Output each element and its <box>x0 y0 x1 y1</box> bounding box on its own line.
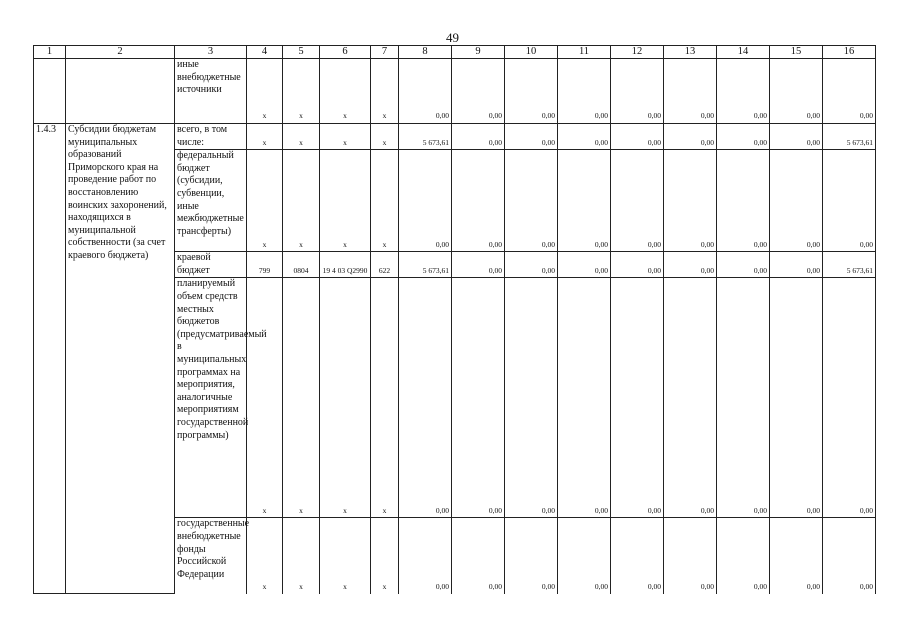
table-cell: 0,00 <box>717 278 770 518</box>
table-cell: 0,00 <box>611 252 664 278</box>
col-header: 5 <box>283 46 320 59</box>
table-cell: 0,00 <box>717 252 770 278</box>
table-cell: 0,00 <box>664 59 717 124</box>
table-cell: 0,00 <box>823 518 876 594</box>
table-cell: 0,00 <box>770 59 823 124</box>
table-cell: 0,00 <box>611 150 664 252</box>
col-header: 7 <box>371 46 399 59</box>
table-cell: x <box>320 150 371 252</box>
item-name: Субсидии бюджетам муниципальных образований Приморского края на проведение работ по восстановлению воинских захоронений, находящихся в муниципальной собственности (за счет краевого бюджета) <box>66 124 175 594</box>
table-cell: x <box>371 59 399 124</box>
table-cell: 0,00 <box>717 150 770 252</box>
table-cell: 0,00 <box>770 124 823 150</box>
table-cell: 0,00 <box>558 252 611 278</box>
table-cell: x <box>283 124 320 150</box>
table-cell: 0,00 <box>664 518 717 594</box>
table-cell: 0,00 <box>452 252 505 278</box>
table-cell: 0,00 <box>611 124 664 150</box>
table-cell: x <box>371 150 399 252</box>
table-cell: 0,00 <box>664 124 717 150</box>
table-cell: 0,00 <box>717 59 770 124</box>
table-cell: 0,00 <box>399 150 452 252</box>
table-cell: 5 673,61 <box>399 124 452 150</box>
table-cell: 0,00 <box>452 150 505 252</box>
table-cell: 0,00 <box>664 278 717 518</box>
col-header: 11 <box>558 46 611 59</box>
funding-source: федеральный бюджет (субсидии, субвенции, иные межбюджетные трансферты) <box>175 150 247 252</box>
table-cell: 0804 <box>283 252 320 278</box>
table-cell: 0,00 <box>823 59 876 124</box>
col-header: 16 <box>823 46 876 59</box>
table-cell: 0,00 <box>770 278 823 518</box>
table-cell: x <box>283 278 320 518</box>
funding-source: иные внебюджетные источники <box>175 59 247 124</box>
table-cell: 0,00 <box>399 278 452 518</box>
col-header: 12 <box>611 46 664 59</box>
table-cell: 0,00 <box>770 150 823 252</box>
table-cell: x <box>371 518 399 594</box>
item-name-cell <box>66 59 175 124</box>
table-cell: 0,00 <box>505 124 558 150</box>
table-cell: 622 <box>371 252 399 278</box>
table-cell: 0,00 <box>611 59 664 124</box>
table-cell: 0,00 <box>505 59 558 124</box>
table-cell: 0,00 <box>611 278 664 518</box>
table-row <box>34 59 876 124</box>
table-cell: 0,00 <box>505 252 558 278</box>
funding-source: всего, в том числе: <box>175 124 247 150</box>
table-cell: 0,00 <box>452 124 505 150</box>
table-cell: 799 <box>247 252 283 278</box>
table-cell: x <box>247 150 283 252</box>
table-cell: x <box>371 278 399 518</box>
table-cell: x <box>247 278 283 518</box>
table-cell: x <box>247 518 283 594</box>
col-header: 1 <box>34 46 66 59</box>
table-cell: 5 673,61 <box>823 252 876 278</box>
table-cell: x <box>283 518 320 594</box>
table-cell: 5 673,61 <box>399 252 452 278</box>
table-cell: 0,00 <box>505 150 558 252</box>
col-header: 13 <box>664 46 717 59</box>
col-header: 6 <box>320 46 371 59</box>
table-cell: x <box>320 278 371 518</box>
table-cell: 0,00 <box>558 124 611 150</box>
table-cell: 0,00 <box>770 518 823 594</box>
table-cell: 0,00 <box>770 252 823 278</box>
table-cell: x <box>320 59 371 124</box>
table-cell: x <box>371 124 399 150</box>
item-number: 1.4.3 <box>34 124 66 594</box>
table-cell: x <box>283 150 320 252</box>
table-cell: 0,00 <box>452 518 505 594</box>
table-cell: 5 673,61 <box>823 124 876 150</box>
table-cell: 0,00 <box>558 518 611 594</box>
table-row <box>34 124 876 150</box>
table-cell: x <box>247 59 283 124</box>
table-cell: 0,00 <box>399 518 452 594</box>
table-cell: 0,00 <box>558 150 611 252</box>
item-number-cell <box>34 59 66 124</box>
table-cell: 0,00 <box>452 59 505 124</box>
col-header: 14 <box>717 46 770 59</box>
table-cell: 0,00 <box>664 252 717 278</box>
table-cell: 0,00 <box>823 150 876 252</box>
table-cell: 0,00 <box>505 518 558 594</box>
table-cell: 19 4 03 Q2990 <box>320 252 371 278</box>
table-cell: 0,00 <box>717 518 770 594</box>
table-cell: x <box>320 124 371 150</box>
table-cell: 0,00 <box>611 518 664 594</box>
table-cell: 0,00 <box>664 150 717 252</box>
table-cell: x <box>247 124 283 150</box>
page-number: 49 <box>446 30 459 45</box>
table-cell: 0,00 <box>558 278 611 518</box>
funding-source: государственные внебюджетные фонды Российской Федерации <box>175 518 247 594</box>
table-cell: 0,00 <box>399 59 452 124</box>
col-header: 15 <box>770 46 823 59</box>
funding-source: планируемый объем средств местных бюджетов (предусматриваемый в муниципальных программах на мероприятия, аналогичные мероприятиям государственной программы) <box>175 278 247 518</box>
col-header: 4 <box>247 46 283 59</box>
column-number-row <box>34 46 876 59</box>
table-cell: 0,00 <box>823 278 876 518</box>
table-cell: 0,00 <box>717 124 770 150</box>
funding-source: краевой бюджет <box>175 252 247 278</box>
col-header: 2 <box>66 46 175 59</box>
col-header: 8 <box>399 46 452 59</box>
col-header: 9 <box>452 46 505 59</box>
table-cell: 0,00 <box>558 59 611 124</box>
budget-table <box>33 45 876 594</box>
table-cell: x <box>320 518 371 594</box>
col-header: 10 <box>505 46 558 59</box>
table-cell: 0,00 <box>505 278 558 518</box>
table-cell: 0,00 <box>452 278 505 518</box>
col-header: 3 <box>175 46 247 59</box>
table-cell: x <box>283 59 320 124</box>
